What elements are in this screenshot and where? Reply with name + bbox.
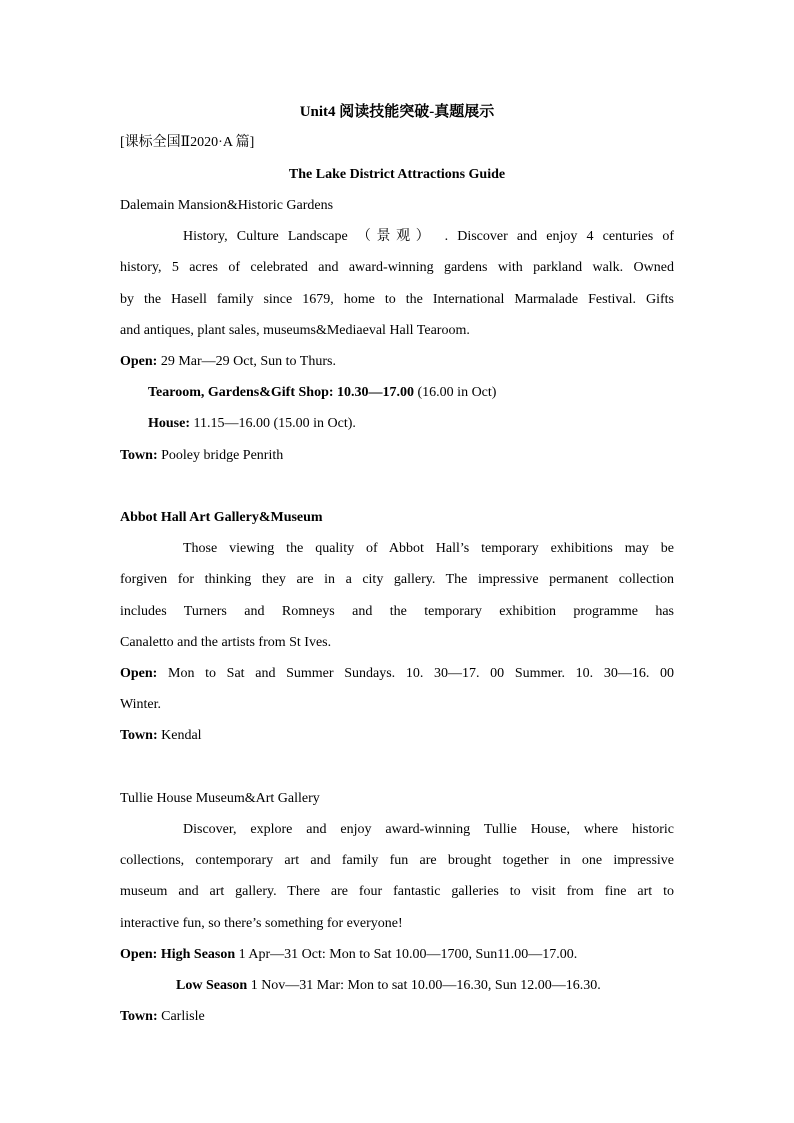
low-season-label: Low Season	[176, 978, 248, 993]
attraction1-desc-line: and antiques, plant sales, museums&Mediaeval Hall Tearoom.	[120, 323, 470, 338]
attraction3-desc-line: museum and art gallery. There are four fantastic galleries to visit from fine art to	[120, 884, 674, 899]
tearoom-label: Tearoom, Gardens&Gift Shop: 10.30—17.00	[148, 385, 415, 400]
page-title: Unit4 阅读技能突破-真题展示	[299, 104, 495, 120]
open-value: 29 Mar—29 Oct, Sun to Thurs.	[157, 354, 336, 369]
attraction1-town	[120, 446, 674, 466]
attraction2-name: Abbot Hall Art Gallery&Museum	[120, 510, 323, 525]
attraction2-open	[120, 664, 674, 684]
attraction3-town	[120, 1007, 674, 1027]
high-season-value: 1 Apr—31 Oct: Mon to Sat 10.00—1700, Sun11.00—17.00.	[235, 947, 578, 962]
attraction2-desc-line: Canaletto and the artists from St Ives.	[120, 635, 332, 650]
attraction1-desc-line: History, Culture Landscape （景观） . Discover and enjoy 4 centuries of	[183, 229, 674, 244]
attraction3-desc-line: collections, contemporary art and family fun are brought together in one impressive	[120, 853, 674, 868]
attraction1-tearoom-hours	[148, 383, 702, 403]
town-value: Kendal	[157, 728, 202, 743]
town-label: Town:	[120, 448, 158, 463]
attraction2-desc-line: Those viewing the quality of Abbot Hall’s temporary exhibitions may be	[183, 541, 674, 556]
tearoom-value: (16.00 in Oct)	[414, 385, 497, 400]
high-season-label: High Season	[157, 947, 236, 962]
low-season-value: 1 Nov—31 Mar: Mon to sat 10.00—16.30, Sun 12.00—16.30.	[247, 978, 601, 993]
house-label: House:	[148, 416, 190, 431]
open-label: Open:	[120, 354, 158, 369]
town-label: Town:	[120, 728, 158, 743]
town-label: Town:	[120, 1009, 158, 1024]
attraction1-name: Dalemain Mansion&Historic Gardens	[120, 198, 334, 213]
source-label: [课标全国Ⅱ2020·A 篇]	[120, 135, 255, 150]
attraction3-open-high	[120, 945, 674, 965]
guide-title: The Lake District Attractions Guide	[288, 167, 506, 182]
open-value: Mon to Sat and Summer Sundays. 10. 30—17. 00 Summer. 10. 30—16. 00	[157, 666, 674, 681]
attraction2-open-cont: Winter.	[120, 697, 162, 712]
attraction2-town	[120, 726, 674, 746]
open-label: Open:	[120, 947, 158, 962]
attraction1-house-hours	[148, 414, 702, 434]
attraction3-desc-line: Discover, explore and enjoy award-winning Tullie House, where historic	[183, 822, 674, 837]
attraction3-name: Tullie House Museum&Art Gallery	[120, 791, 320, 806]
attraction3-desc-line: interactive fun, so there’s something for everyone!	[120, 916, 403, 931]
house-value: 11.15—16.00 (15.00 in Oct).	[190, 416, 356, 431]
attraction1-open	[120, 352, 674, 372]
attraction3-open-low	[176, 976, 730, 996]
attraction2-desc-line: forgiven for thinking they are in a city gallery. The impressive permanent collection	[120, 572, 674, 587]
attraction1-desc-line: history, 5 acres of celebrated and award-winning gardens with parkland walk. Owned	[120, 260, 674, 275]
attraction1-desc-line: by the Hasell family since 1679, home to the International Marmalade Festival. Gifts	[120, 292, 674, 307]
attraction2-desc-line: includes Turners and Romneys and the temporary exhibition programme has	[120, 604, 674, 619]
town-value: Carlisle	[157, 1009, 205, 1024]
open-label: Open:	[120, 666, 158, 681]
town-value: Pooley bridge Penrith	[157, 448, 284, 463]
